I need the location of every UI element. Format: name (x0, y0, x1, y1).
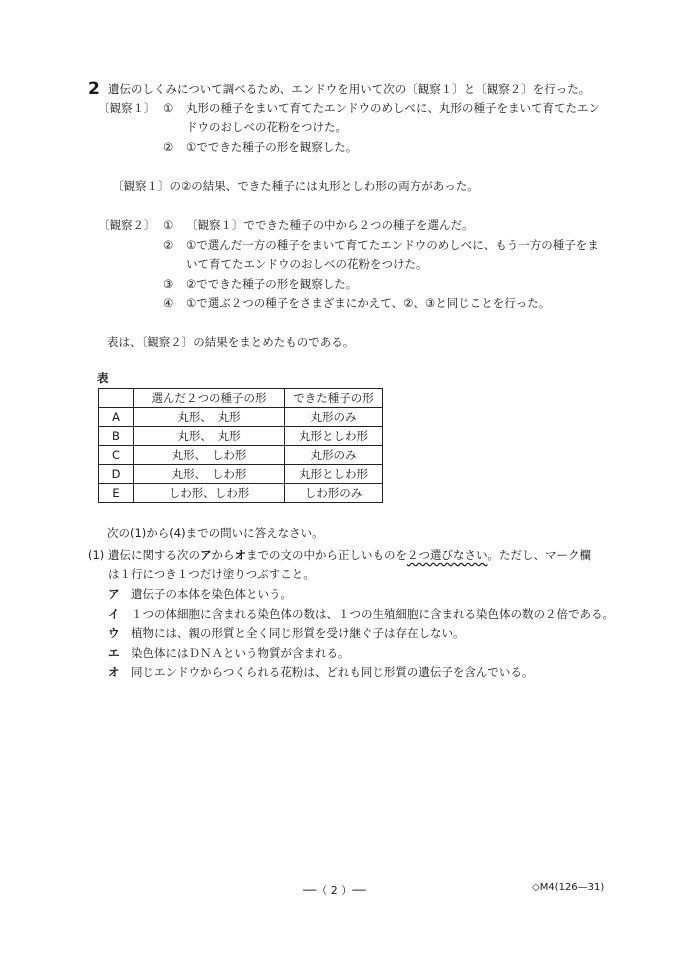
obs2-item4-mark: ④ (163, 296, 174, 310)
q1-text (88, 547, 591, 563)
obs1-item2-text: ①でできた種子の形を観察した。 (186, 140, 358, 154)
obs1-result: 〔観察１〕の②の結果、できた種子には丸形としわ形の両方があった。 (112, 179, 479, 193)
obs2-item2-mark: ② (163, 238, 174, 252)
choice-label: ア (108, 587, 120, 601)
choice-label: イ (108, 607, 120, 621)
table-cell: しわ形、しわ形 (134, 484, 285, 503)
q1-emphasis: ２つ選びなさい (406, 548, 488, 562)
choice-text: 同じエンドウからつくられる花粉は、どれも同じ形質の遺伝子を含んでいる。 (131, 665, 534, 679)
table-row (99, 427, 383, 446)
table-row (99, 484, 383, 503)
table-cell: 丸形のみ (285, 408, 383, 427)
intro-text: 遺伝のしくみについて調べるため、エンドウを用いて次の〔観察１〕と〔観察２〕を行った。 (108, 82, 591, 96)
obs2-item3-text: ②でできた種子の形を観察した。 (186, 277, 358, 291)
choice-item (108, 664, 533, 680)
choice-label: オ (108, 665, 120, 679)
table-row (99, 446, 383, 465)
obs1-item1-text: 丸形の種子をまいて育てたエンドウのめしべに、丸形の種子をまいて育てたエン (186, 101, 600, 115)
obs2-item1-mark: ① (163, 218, 174, 232)
table-row (99, 408, 383, 427)
table-cell: 丸形、 しわ形 (134, 446, 285, 465)
choice-text: 遺伝子の本体を染色体という。 (131, 587, 292, 601)
table-header-cell: できた種子の形 (285, 389, 383, 408)
table-cell: 丸形のみ (285, 446, 383, 465)
choice-label: ウ (108, 626, 120, 640)
choice-item (108, 625, 465, 641)
q1-mid: から (211, 548, 235, 562)
q1-choice-o: オ (234, 548, 246, 562)
table-header-cell (99, 389, 134, 408)
table-cell: 丸形、 丸形 (134, 427, 285, 446)
table-cell: 丸形、 丸形 (134, 408, 285, 427)
choice-item (108, 586, 292, 602)
obs2-item4-text: ①で選ぶ２つの種子をさまざまにかえて、②、③と同じことを行った。 (186, 296, 551, 310)
table-cell: 丸形としわ形 (285, 465, 383, 484)
choice-text: 染色体にはＤＮＡという物質が含まれる。 (131, 646, 350, 660)
exam-code: ◇M4(126—31) (532, 882, 605, 893)
table-cell: しわ形のみ (285, 484, 383, 503)
q1-post: までの文の中から正しいものを (245, 548, 407, 562)
obs2-label: 〔観察２〕 (98, 218, 156, 232)
choice-text: 植物には、親の形質と全く同じ形質を受け継ぐ子は存在しない。 (131, 626, 465, 640)
table-row (99, 465, 383, 484)
results-table (98, 388, 383, 503)
obs1-item2-mark: ② (163, 140, 174, 154)
obs2-item2-text: ①で選んだ一方の種子をまいて育てたエンドウのめしべに、もう一方の種子をま (186, 238, 599, 252)
q1-text-cont: は１行につき１つだけ塗りつぶすこと。 (108, 567, 315, 581)
choice-item (108, 606, 614, 622)
choice-label: エ (108, 646, 120, 660)
table-cell: 丸形としわ形 (285, 427, 383, 446)
table-intro: 表は、〔観察２〕の結果をまとめたものである。 (107, 335, 355, 349)
table-cell: A (99, 408, 134, 427)
table-cell: E (99, 484, 134, 503)
obs1-item1-mark: ① (163, 101, 174, 115)
q1-choice-a: ア (199, 548, 212, 562)
table-header-row (99, 389, 383, 408)
choice-item (108, 645, 350, 661)
choice-text: １つの体細胞に含まれる染色体の数は、１つの生殖細胞に含まれる染色体の数の２倍である。 (131, 607, 614, 621)
obs1-item1-text-cont: ドウのおしべの花粉をつけた。 (186, 120, 347, 134)
table-title: 表 (97, 371, 109, 385)
table-cell: 丸形、 しわ形 (134, 465, 285, 484)
obs2-item3-mark: ③ (163, 277, 174, 291)
table-cell: D (99, 465, 134, 484)
q1-number: (1) (88, 548, 105, 562)
instructions: 次の(1)から(4)までの問いに答えなさい。 (107, 526, 324, 540)
obs1-label: 〔観察１〕 (98, 101, 156, 115)
obs2-item1-text: 〔観察１〕でできた種子の中から２つの種子を選んだ。 (186, 218, 474, 232)
q1-pre: 遺伝に関する次の (107, 548, 200, 562)
table-cell: C (99, 446, 134, 465)
table-cell: B (99, 427, 134, 446)
obs2-item2-text-cont: いて育てたエンドウのおしべの花粉をつけた。 (186, 257, 428, 271)
question-number: 2 (88, 79, 100, 99)
q1-tail: 。ただし、マーク欄 (487, 548, 591, 562)
page-number: ──（ 2 ）── (303, 884, 366, 897)
table-header-cell: 選んだ２つの種子の形 (134, 389, 285, 408)
